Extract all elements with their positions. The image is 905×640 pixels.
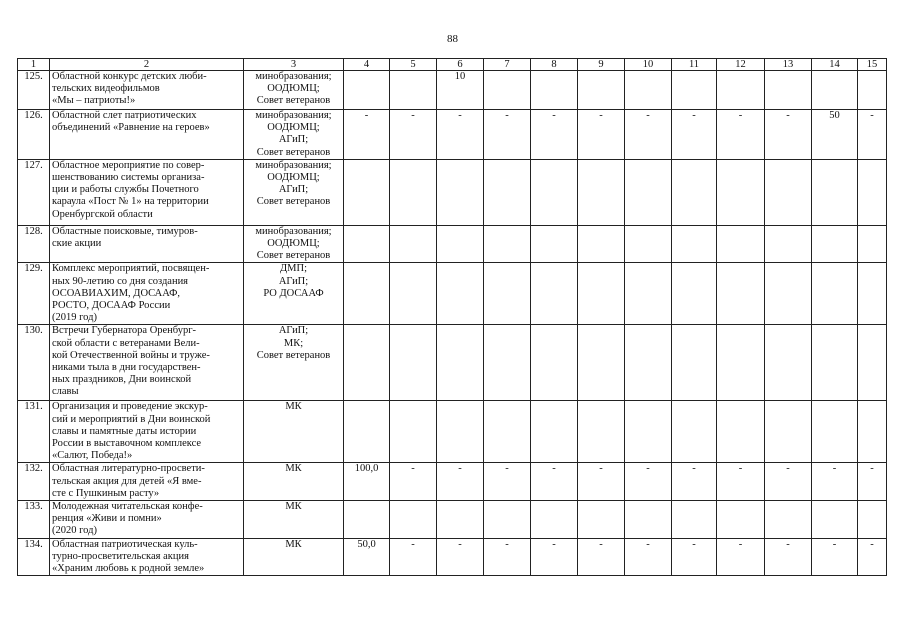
column-header-1: 1 (18, 59, 50, 71)
value-cell-col-15 (858, 401, 887, 463)
value-cell-col-4: 100,0 (344, 463, 390, 501)
value-cell-col-10 (625, 71, 672, 110)
column-header-4: 4 (344, 59, 390, 71)
value-cell-col-13 (765, 159, 812, 225)
value-cell-col-7: - (484, 463, 531, 501)
value-cell-col-14 (812, 71, 858, 110)
value-cell-col-10 (625, 501, 672, 539)
executor-cell: ДМП; АГиП; РО ДОСААФ (244, 263, 344, 325)
row-number-cell: 126. (18, 110, 50, 160)
value-cell-col-12 (717, 325, 765, 401)
value-cell-col-15: - (858, 538, 887, 576)
value-cell-col-4 (344, 71, 390, 110)
table-row (18, 159, 887, 225)
value-cell-col-7 (484, 501, 531, 539)
column-header-2: 2 (50, 59, 244, 71)
event-name-cell: Областной слет патриотических объединений «Равнение на героев» (50, 110, 244, 160)
table-row (18, 71, 887, 110)
value-cell-col-14: 50 (812, 110, 858, 160)
value-cell-col-9: - (578, 463, 625, 501)
column-header-6: 6 (437, 59, 484, 71)
value-cell-col-8: - (531, 463, 578, 501)
value-cell-col-10 (625, 159, 672, 225)
value-cell-col-5 (390, 501, 437, 539)
value-cell-col-4: - (344, 110, 390, 160)
value-cell-col-11 (672, 401, 717, 463)
value-cell-col-9 (578, 225, 625, 263)
value-cell-col-7 (484, 325, 531, 401)
value-cell-col-11 (672, 263, 717, 325)
value-cell-col-13 (765, 501, 812, 539)
value-cell-col-15 (858, 325, 887, 401)
row-number-cell: 129. (18, 263, 50, 325)
event-name-cell: Областное мероприятие по совер- шенствованию системы организа- ции и работы службы Почетного караула «Пост № 1» на территории Оренбургской области (50, 159, 244, 225)
value-cell-col-5: - (390, 463, 437, 501)
value-cell-col-9 (578, 263, 625, 325)
value-cell-col-7 (484, 71, 531, 110)
value-cell-col-10: - (625, 110, 672, 160)
value-cell-col-12 (717, 71, 765, 110)
event-name-cell: Молодежная читательская конфе- ренция «Живи и помни» (2020 год) (50, 501, 244, 539)
value-cell-col-4 (344, 159, 390, 225)
value-cell-col-8 (531, 263, 578, 325)
value-cell-col-9: - (578, 538, 625, 576)
value-cell-col-6: - (437, 110, 484, 160)
value-cell-col-6 (437, 501, 484, 539)
value-cell-col-13 (765, 325, 812, 401)
row-number-cell: 133. (18, 501, 50, 539)
value-cell-col-6 (437, 263, 484, 325)
table-row (18, 401, 887, 463)
event-name-cell: Организация и проведение экскур- сий и мероприятий в Дни воинской славы и памятные даты истории России в выставочном комплексе «Салют, Победа!» (50, 401, 244, 463)
value-cell-col-14: - (812, 463, 858, 501)
value-cell-col-14 (812, 501, 858, 539)
value-cell-col-13 (765, 263, 812, 325)
row-number-cell: 134. (18, 538, 50, 576)
event-name-cell: Областная литературно-просвети- тельская акция для детей «Я вме- сте с Пушкиным расту» (50, 463, 244, 501)
value-cell-col-8 (531, 159, 578, 225)
executor-cell: МК (244, 538, 344, 576)
value-cell-col-9 (578, 159, 625, 225)
value-cell-col-7 (484, 159, 531, 225)
column-header-11: 11 (672, 59, 717, 71)
value-cell-col-7 (484, 225, 531, 263)
value-cell-col-15 (858, 501, 887, 539)
row-number-cell: 132. (18, 463, 50, 501)
column-header-12: 12 (717, 59, 765, 71)
value-cell-col-14 (812, 225, 858, 263)
value-cell-col-10 (625, 401, 672, 463)
column-header-13: 13 (765, 59, 812, 71)
value-cell-col-10 (625, 325, 672, 401)
value-cell-col-8 (531, 401, 578, 463)
value-cell-col-12 (717, 263, 765, 325)
value-cell-col-6: - (437, 538, 484, 576)
value-cell-col-11 (672, 501, 717, 539)
event-name-cell: Комплекс мероприятий, посвящен- ных 90-летию со дня создания ОСОАВИАХИМ, ДОСААФ, РОСТО, ДОСААФ России (2019 год) (50, 263, 244, 325)
value-cell-col-13: - (765, 463, 812, 501)
value-cell-col-12: - (717, 463, 765, 501)
column-header-7: 7 (484, 59, 531, 71)
value-cell-col-5: - (390, 538, 437, 576)
executor-cell: МК (244, 401, 344, 463)
value-cell-col-4 (344, 263, 390, 325)
value-cell-col-6: - (437, 463, 484, 501)
value-cell-col-14 (812, 401, 858, 463)
value-cell-col-15: - (858, 110, 887, 160)
column-header-14: 14 (812, 59, 858, 71)
column-header-3: 3 (244, 59, 344, 71)
value-cell-col-13 (765, 71, 812, 110)
value-cell-col-7: - (484, 110, 531, 160)
table-row (18, 463, 887, 501)
page-number: 88 (447, 33, 458, 45)
column-header-8: 8 (531, 59, 578, 71)
value-cell-col-13 (765, 401, 812, 463)
value-cell-col-14: - (812, 538, 858, 576)
value-cell-col-7 (484, 263, 531, 325)
column-header-15: 15 (858, 59, 887, 71)
value-cell-col-4 (344, 501, 390, 539)
column-header-5: 5 (390, 59, 437, 71)
value-cell-col-8 (531, 325, 578, 401)
column-header-9: 9 (578, 59, 625, 71)
table-row (18, 225, 887, 263)
executor-cell: АГиП; МК; Совет ветеранов (244, 325, 344, 401)
value-cell-col-7: - (484, 538, 531, 576)
value-cell-col-10: - (625, 538, 672, 576)
value-cell-col-10 (625, 225, 672, 263)
value-cell-col-4 (344, 401, 390, 463)
value-cell-col-8 (531, 501, 578, 539)
value-cell-col-9 (578, 501, 625, 539)
value-cell-col-7 (484, 401, 531, 463)
value-cell-col-6 (437, 225, 484, 263)
table-row (18, 325, 887, 401)
row-number-cell: 125. (18, 71, 50, 110)
value-cell-col-8 (531, 225, 578, 263)
header-row (18, 59, 887, 71)
value-cell-col-12 (717, 225, 765, 263)
value-cell-col-5 (390, 159, 437, 225)
table-row (18, 263, 887, 325)
value-cell-col-14 (812, 263, 858, 325)
value-cell-col-6 (437, 401, 484, 463)
value-cell-col-10 (625, 263, 672, 325)
value-cell-col-13 (765, 225, 812, 263)
table-row (18, 110, 887, 160)
value-cell-col-8 (531, 71, 578, 110)
value-cell-col-11: - (672, 110, 717, 160)
value-cell-col-11 (672, 225, 717, 263)
value-cell-col-14 (812, 159, 858, 225)
value-cell-col-6 (437, 159, 484, 225)
value-cell-col-15 (858, 263, 887, 325)
value-cell-col-9 (578, 401, 625, 463)
value-cell-col-12 (717, 159, 765, 225)
value-cell-col-12 (717, 401, 765, 463)
value-cell-col-10: - (625, 463, 672, 501)
executor-cell: минобразования; ООДЮМЦ; Совет ветеранов (244, 71, 344, 110)
event-name-cell: Областной конкурс детских люби- тельских видеофильмов «Мы – патриоты!» (50, 71, 244, 110)
executor-cell: МК (244, 501, 344, 539)
value-cell-col-13: - (765, 538, 812, 576)
value-cell-col-15 (858, 225, 887, 263)
value-cell-col-5 (390, 401, 437, 463)
value-cell-col-5 (390, 71, 437, 110)
table-header (18, 59, 887, 71)
row-number-cell: 130. (18, 325, 50, 401)
value-cell-col-5 (390, 325, 437, 401)
value-cell-col-12 (717, 501, 765, 539)
value-cell-col-5: - (390, 110, 437, 160)
value-cell-col-6: 10 (437, 71, 484, 110)
value-cell-col-15 (858, 71, 887, 110)
row-number-cell: 131. (18, 401, 50, 463)
value-cell-col-4 (344, 225, 390, 263)
value-cell-col-4: 50,0 (344, 538, 390, 576)
value-cell-col-4 (344, 325, 390, 401)
value-cell-col-11: - (672, 463, 717, 501)
value-cell-col-5 (390, 263, 437, 325)
table-row (18, 538, 887, 576)
value-cell-col-15: - (858, 463, 887, 501)
value-cell-col-5 (390, 225, 437, 263)
value-cell-col-14 (812, 325, 858, 401)
executor-cell: минобразования; ООДЮМЦ; АГиП; Совет ветеранов (244, 159, 344, 225)
value-cell-col-6 (437, 325, 484, 401)
value-cell-col-12: - (717, 110, 765, 160)
value-cell-col-13: - (765, 110, 812, 160)
value-cell-col-11 (672, 325, 717, 401)
value-cell-col-11: - (672, 538, 717, 576)
table-row (18, 501, 887, 539)
column-header-10: 10 (625, 59, 672, 71)
value-cell-col-9 (578, 325, 625, 401)
value-cell-col-8: - (531, 110, 578, 160)
value-cell-col-12: - (717, 538, 765, 576)
table-body (18, 71, 887, 576)
event-name-cell: Областные поисковые, тимуров- ские акции (50, 225, 244, 263)
event-name-cell: Встречи Губернатора Оренбург- ской области с ветеранами Вели- кой Отечественной войны и труже- никами тыла в дни государствен- ных праздников, Дни воинской славы (50, 325, 244, 401)
row-number-cell: 128. (18, 225, 50, 263)
value-cell-col-11 (672, 71, 717, 110)
executor-cell: минобразования; ООДЮМЦ; АГиП; Совет ветеранов (244, 110, 344, 160)
program-table (17, 58, 887, 576)
executor-cell: МК (244, 463, 344, 501)
value-cell-col-15 (858, 159, 887, 225)
value-cell-col-11 (672, 159, 717, 225)
value-cell-col-9: - (578, 110, 625, 160)
value-cell-col-9 (578, 71, 625, 110)
value-cell-col-8: - (531, 538, 578, 576)
executor-cell: минобразования; ООДЮМЦ; Совет ветеранов (244, 225, 344, 263)
row-number-cell: 127. (18, 159, 50, 225)
event-name-cell: Областная патриотическая куль- турно-просветительская акция «Храним любовь к родной земле» (50, 538, 244, 576)
